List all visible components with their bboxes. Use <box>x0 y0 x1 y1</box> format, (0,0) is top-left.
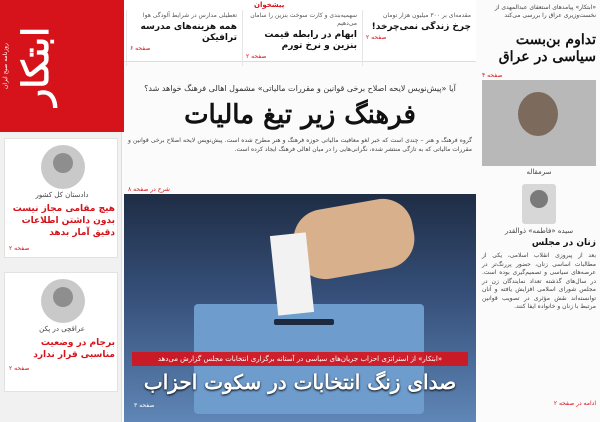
sidebar-card-headline: برجام در وضعیت مناسبی قرار ندارد <box>33 338 115 360</box>
ballot-slot-graphic <box>274 319 334 325</box>
main-article-text: گروه فرهنگ و هنر – چندی است که خبر لغو معافیت مالیاتی حوزه فرهنگ و هنر مطرح شده است. پیش‌نویس لایحه اصلاح برخی قوانین و مقررات مالیاتی که به تازگی منتشر شده، نگرانی‌هایی را در میان اهالی فرهنگ ایجاد کرده است. <box>128 137 472 153</box>
sidebar-card-label: عراقچی در پکن <box>39 325 85 333</box>
page-reference: صفحه ۶ <box>130 45 151 52</box>
top-news-strip <box>124 0 476 62</box>
top-news-headline: ابهام در رابطه قیمت بنزین و نرخ تورم <box>264 30 357 51</box>
top-news-kicker: مقدمه‌ای بر ۳۰۰ میلیون هزار تومان <box>383 12 471 19</box>
continue-link[interactable]: ادامه در صفحه ۲ <box>553 400 596 407</box>
hero-caption: «ابتکار» از استراتژی احزاب جریان‌های سیاسی در آستانه برگزاری انتخابات مجلس گزارش می‌دهد <box>132 352 468 366</box>
main-kicker: آیا «پیش‌نویس لایحه اصلاح برخی قوانین و مقررات مالیاتی» مشمول اهالی فرهنگ خواهد شد؟ <box>144 84 456 93</box>
author-name: سیده «فاطمه» ذوالقدر <box>504 227 574 235</box>
sidebar-card-headline: هیچ مقامی مجاز نیست بدون داشتن اطلاعات دقیق آمار بدهد <box>12 204 115 238</box>
top-news-item[interactable] <box>126 10 240 66</box>
page-reference: صفحه ۲ <box>246 53 267 60</box>
top-strip-label: پیشخوان <box>254 1 285 9</box>
page-reference: صفحه ۲ <box>9 245 30 252</box>
page-reference: صفحه ۲ <box>366 34 387 41</box>
hero-photo[interactable] <box>124 194 476 422</box>
editorial-label: سرمقاله <box>526 168 552 176</box>
masthead-subtitle: روزنامه صبح ایران <box>2 43 9 89</box>
top-news-kicker: تعطیلی مدارس در شرایط آلودگی هوا <box>142 12 237 19</box>
main-headline[interactable]: فرهنگ زیر تیغ مالیات <box>184 100 416 130</box>
hero-headline: صدای زنگ انتخابات در سکوت احزاب <box>143 370 457 394</box>
page-reference: صفحه ۲ <box>9 365 30 372</box>
right-kicker: «ابتکار» پیامدهای استعفای عبدالمهدی از نخست‌وزیری عراق را بررسی می‌کند <box>494 4 596 19</box>
politician-photo <box>482 80 596 166</box>
editorial-title[interactable]: زنان در مجلس <box>531 238 596 248</box>
top-news-kicker: سهمیه‌بندی و کارت سوخت بنزین را سامان می‌دهیم <box>250 12 357 27</box>
right-headline[interactable]: تداوم بن‌بست سیاسی در عراق <box>498 32 596 65</box>
top-news-item[interactable] <box>242 10 360 66</box>
right-column <box>478 0 600 422</box>
top-news-headline: چرخ زندگی نمی‌چرخد! <box>371 22 471 32</box>
page-reference: صفحه ۳ <box>134 402 155 409</box>
author-photo <box>522 184 556 224</box>
top-news-headline: همه هزینه‌های مدرسه ترافیکن <box>140 22 237 43</box>
top-news-item[interactable] <box>362 10 474 66</box>
page-reference: صفحه ۴ <box>482 72 503 79</box>
sidebar-card-label: دادستان کل کشور <box>35 191 89 199</box>
masthead-band <box>0 0 122 132</box>
editorial-body: بعد از پیروزی انقلاب اسلامی، یکی از مطالبات اساسی زنان، حضور پررنگ‌تر در عرصه‌های سیاسی و تصمیم‌گیری بوده است. در سال‌های گذشته تعداد نمایندگان زن در مجلس شورای اسلامی افزایش یافته و آنان توانسته‌اند نقش مؤثری در تصویب قوانین مرتبط با زنان و خانواده ایفا کنند. <box>482 252 596 310</box>
page-reference: شرح در صفحه ۸ <box>128 186 170 193</box>
masthead-logo[interactable]: ابتکار <box>15 26 57 106</box>
